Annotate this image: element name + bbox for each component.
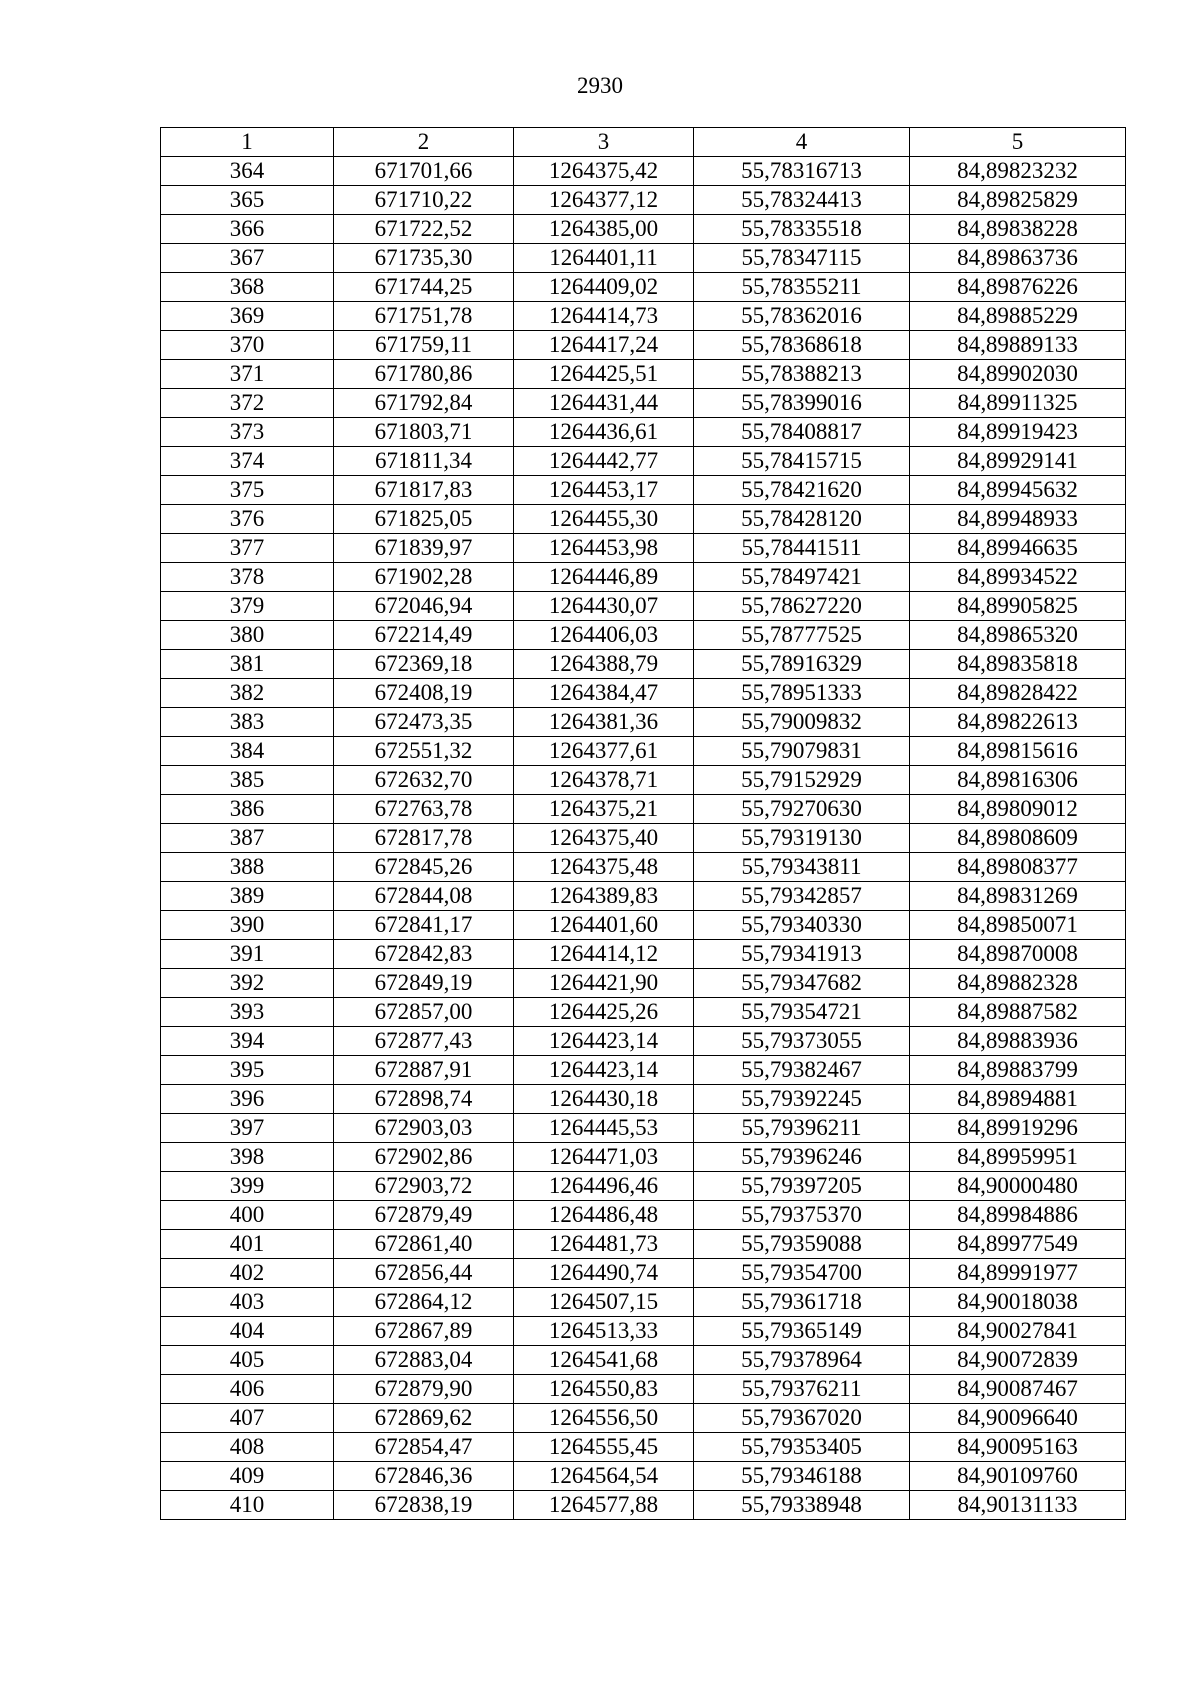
table-cell: 1264401,11 [514, 244, 694, 273]
table-cell: 672763,78 [334, 795, 514, 824]
table-row [161, 1114, 1126, 1143]
header-row [161, 128, 1126, 157]
table-cell: 84,89808609 [910, 824, 1126, 853]
table-cell: 84,89823232 [910, 157, 1126, 186]
table-row [161, 331, 1126, 360]
table-cell: 387 [161, 824, 334, 853]
table-cell: 84,89863736 [910, 244, 1126, 273]
table-cell: 84,89885229 [910, 302, 1126, 331]
table-cell: 392 [161, 969, 334, 998]
table-cell: 671780,86 [334, 360, 514, 389]
table-cell: 1264406,03 [514, 621, 694, 650]
table-cell: 382 [161, 679, 334, 708]
table-cell: 408 [161, 1433, 334, 1462]
table-cell: 390 [161, 911, 334, 940]
table-cell: 398 [161, 1143, 334, 1172]
table-cell: 672877,43 [334, 1027, 514, 1056]
table-cell: 370 [161, 331, 334, 360]
table-cell: 84,89876226 [910, 273, 1126, 302]
table-cell: 366 [161, 215, 334, 244]
table-cell: 55,79396246 [694, 1143, 910, 1172]
table-cell: 369 [161, 302, 334, 331]
table-row [161, 1143, 1126, 1172]
table-cell: 671710,22 [334, 186, 514, 215]
table-cell: 373 [161, 418, 334, 447]
table-cell: 671751,78 [334, 302, 514, 331]
table-cell: 55,79367020 [694, 1404, 910, 1433]
table-row [161, 1201, 1126, 1230]
table-cell: 672903,03 [334, 1114, 514, 1143]
table-cell: 55,78408817 [694, 418, 910, 447]
table-cell: 1264414,73 [514, 302, 694, 331]
table-cell: 55,79342857 [694, 882, 910, 911]
table-row [161, 969, 1126, 998]
table-cell: 672861,40 [334, 1230, 514, 1259]
table-cell: 671759,11 [334, 331, 514, 360]
table-cell: 671744,25 [334, 273, 514, 302]
table-cell: 671722,52 [334, 215, 514, 244]
table-cell: 84,90027841 [910, 1317, 1126, 1346]
table-row [161, 244, 1126, 273]
table-row [161, 505, 1126, 534]
table-cell: 403 [161, 1288, 334, 1317]
table-cell: 55,78951333 [694, 679, 910, 708]
table-row [161, 157, 1126, 186]
table-cell: 383 [161, 708, 334, 737]
column-header: 4 [694, 128, 910, 157]
column-header: 5 [910, 128, 1126, 157]
table-cell: 55,78362016 [694, 302, 910, 331]
table-cell: 55,79270630 [694, 795, 910, 824]
table-cell: 55,78497421 [694, 563, 910, 592]
table-cell: 1264513,33 [514, 1317, 694, 1346]
table-row [161, 1056, 1126, 1085]
table-row [161, 360, 1126, 389]
table-row [161, 447, 1126, 476]
table-cell: 1264378,71 [514, 766, 694, 795]
table-cell: 375 [161, 476, 334, 505]
table-cell: 671811,34 [334, 447, 514, 476]
table-cell: 672864,12 [334, 1288, 514, 1317]
table-cell: 84,89822613 [910, 708, 1126, 737]
table-cell: 84,89948933 [910, 505, 1126, 534]
table-row [161, 795, 1126, 824]
table-cell: 55,79354721 [694, 998, 910, 1027]
table-cell: 84,90096640 [910, 1404, 1126, 1433]
table-cell: 55,79346188 [694, 1462, 910, 1491]
table-cell: 402 [161, 1259, 334, 1288]
table-cell: 385 [161, 766, 334, 795]
table-cell: 84,89831269 [910, 882, 1126, 911]
table-cell: 1264430,07 [514, 592, 694, 621]
table-row [161, 1259, 1126, 1288]
table-cell: 671701,66 [334, 157, 514, 186]
table-cell: 55,78324413 [694, 186, 910, 215]
table-cell: 84,90000480 [910, 1172, 1126, 1201]
table-cell: 671792,84 [334, 389, 514, 418]
table-row [161, 766, 1126, 795]
table-cell: 672902,86 [334, 1143, 514, 1172]
table-cell: 55,78368618 [694, 331, 910, 360]
table-cell: 55,78916329 [694, 650, 910, 679]
table-cell: 1264442,77 [514, 447, 694, 476]
table-cell: 55,79079831 [694, 737, 910, 766]
table-cell: 55,79347682 [694, 969, 910, 998]
table-cell: 55,79341913 [694, 940, 910, 969]
table-row [161, 476, 1126, 505]
table-row [161, 882, 1126, 911]
table-cell: 671803,71 [334, 418, 514, 447]
table-cell: 55,78627220 [694, 592, 910, 621]
table-cell: 84,89902030 [910, 360, 1126, 389]
table-cell: 1264375,40 [514, 824, 694, 853]
table-cell: 1264555,45 [514, 1433, 694, 1462]
column-header: 1 [161, 128, 334, 157]
table-cell: 671839,97 [334, 534, 514, 563]
table-cell: 1264445,53 [514, 1114, 694, 1143]
table-cell: 1264453,98 [514, 534, 694, 563]
table-cell: 84,90095163 [910, 1433, 1126, 1462]
table-cell: 84,89959951 [910, 1143, 1126, 1172]
table-cell: 55,79397205 [694, 1172, 910, 1201]
table-cell: 84,89808377 [910, 853, 1126, 882]
table-cell: 672879,90 [334, 1375, 514, 1404]
table-row [161, 1433, 1126, 1462]
table-cell: 672369,18 [334, 650, 514, 679]
table-cell: 55,78441511 [694, 534, 910, 563]
table-cell: 1264507,15 [514, 1288, 694, 1317]
table-cell: 1264430,18 [514, 1085, 694, 1114]
table-cell: 55,79375370 [694, 1201, 910, 1230]
table-row [161, 1346, 1126, 1375]
table-cell: 672887,91 [334, 1056, 514, 1085]
table-cell: 672473,35 [334, 708, 514, 737]
table-cell: 671902,28 [334, 563, 514, 592]
table-cell: 377 [161, 534, 334, 563]
table-cell: 1264381,36 [514, 708, 694, 737]
table-cell: 372 [161, 389, 334, 418]
table-cell: 672903,72 [334, 1172, 514, 1201]
table-cell: 84,89929141 [910, 447, 1126, 476]
table-cell: 84,90109760 [910, 1462, 1126, 1491]
table-cell: 672842,83 [334, 940, 514, 969]
table-row [161, 302, 1126, 331]
table-cell: 84,89984886 [910, 1201, 1126, 1230]
table-cell: 1264425,26 [514, 998, 694, 1027]
table-cell: 84,89889133 [910, 331, 1126, 360]
table-cell: 1264385,00 [514, 215, 694, 244]
table-cell: 84,89815616 [910, 737, 1126, 766]
table-cell: 374 [161, 447, 334, 476]
table-cell: 84,89911325 [910, 389, 1126, 418]
table-cell: 672856,44 [334, 1259, 514, 1288]
table-row [161, 737, 1126, 766]
table-cell: 55,79354700 [694, 1259, 910, 1288]
table-row [161, 1491, 1126, 1520]
table-cell: 380 [161, 621, 334, 650]
table-cell: 386 [161, 795, 334, 824]
table-cell: 84,90018038 [910, 1288, 1126, 1317]
table-cell: 379 [161, 592, 334, 621]
table-cell: 1264423,14 [514, 1027, 694, 1056]
table-cell: 55,79361718 [694, 1288, 910, 1317]
table-cell: 378 [161, 563, 334, 592]
column-header: 3 [514, 128, 694, 157]
table-row [161, 1230, 1126, 1259]
table-cell: 1264389,83 [514, 882, 694, 911]
table-cell: 84,89838228 [910, 215, 1126, 244]
table-cell: 84,89894881 [910, 1085, 1126, 1114]
table-cell: 55,79373055 [694, 1027, 910, 1056]
table-cell: 1264384,47 [514, 679, 694, 708]
table-cell: 1264417,24 [514, 331, 694, 360]
table-cell: 1264377,61 [514, 737, 694, 766]
table-cell: 1264496,46 [514, 1172, 694, 1201]
table-cell: 55,78388213 [694, 360, 910, 389]
table-row [161, 592, 1126, 621]
column-header: 2 [334, 128, 514, 157]
table-cell: 84,89919296 [910, 1114, 1126, 1143]
table-cell: 84,90087467 [910, 1375, 1126, 1404]
table-cell: 393 [161, 998, 334, 1027]
table-row [161, 1027, 1126, 1056]
table-cell: 394 [161, 1027, 334, 1056]
table-row [161, 418, 1126, 447]
table-row [161, 215, 1126, 244]
table-cell: 367 [161, 244, 334, 273]
table-cell: 672857,00 [334, 998, 514, 1027]
table-cell: 672632,70 [334, 766, 514, 795]
table-row [161, 1288, 1126, 1317]
table-cell: 84,89887582 [910, 998, 1126, 1027]
table-cell: 1264421,90 [514, 969, 694, 998]
table-cell: 672817,78 [334, 824, 514, 853]
table-cell: 672845,26 [334, 853, 514, 882]
table-cell: 84,89870008 [910, 940, 1126, 969]
table-cell: 389 [161, 882, 334, 911]
table-cell: 55,79152929 [694, 766, 910, 795]
table-cell: 1264541,68 [514, 1346, 694, 1375]
table-cell: 55,79340330 [694, 911, 910, 940]
table-row [161, 650, 1126, 679]
table-cell: 84,89816306 [910, 766, 1126, 795]
table-cell: 672846,36 [334, 1462, 514, 1491]
table-cell: 1264564,54 [514, 1462, 694, 1491]
table-row [161, 998, 1126, 1027]
table-cell: 55,79338948 [694, 1491, 910, 1520]
table-cell: 1264377,12 [514, 186, 694, 215]
table-row [161, 940, 1126, 969]
table-cell: 376 [161, 505, 334, 534]
table-cell: 84,89934522 [910, 563, 1126, 592]
table-cell: 672838,19 [334, 1491, 514, 1520]
table-cell: 55,78415715 [694, 447, 910, 476]
table-cell: 1264401,60 [514, 911, 694, 940]
table-cell: 55,79365149 [694, 1317, 910, 1346]
table-cell: 364 [161, 157, 334, 186]
coordinates-table [160, 127, 1126, 1520]
table-cell: 1264453,17 [514, 476, 694, 505]
table-row [161, 679, 1126, 708]
table-row [161, 621, 1126, 650]
table-cell: 1264556,50 [514, 1404, 694, 1433]
table-cell: 365 [161, 186, 334, 215]
table-cell: 1264414,12 [514, 940, 694, 969]
table-cell: 55,78316713 [694, 157, 910, 186]
table-cell: 672869,62 [334, 1404, 514, 1433]
table-cell: 381 [161, 650, 334, 679]
table-cell: 672046,94 [334, 592, 514, 621]
table-cell: 400 [161, 1201, 334, 1230]
table-row [161, 824, 1126, 853]
table-cell: 84,89850071 [910, 911, 1126, 940]
table-cell: 1264486,48 [514, 1201, 694, 1230]
table-cell: 55,78335518 [694, 215, 910, 244]
table-cell: 84,89809012 [910, 795, 1126, 824]
table-cell: 672214,49 [334, 621, 514, 650]
table-row [161, 1172, 1126, 1201]
table-cell: 84,89946635 [910, 534, 1126, 563]
table-cell: 407 [161, 1404, 334, 1433]
table-cell: 1264550,83 [514, 1375, 694, 1404]
table-cell: 84,89882328 [910, 969, 1126, 998]
table-cell: 55,79359088 [694, 1230, 910, 1259]
table-cell: 1264490,74 [514, 1259, 694, 1288]
table-cell: 84,89883799 [910, 1056, 1126, 1085]
table-cell: 84,89835818 [910, 650, 1126, 679]
table-cell: 384 [161, 737, 334, 766]
table-cell: 55,79378964 [694, 1346, 910, 1375]
table-cell: 84,90131133 [910, 1491, 1126, 1520]
table-cell: 671735,30 [334, 244, 514, 273]
table-cell: 671825,05 [334, 505, 514, 534]
table-cell: 672883,04 [334, 1346, 514, 1375]
table-row [161, 1404, 1126, 1433]
table-cell: 55,79353405 [694, 1433, 910, 1462]
table-cell: 1264423,14 [514, 1056, 694, 1085]
table-cell: 55,79396211 [694, 1114, 910, 1143]
table-cell: 1264436,61 [514, 418, 694, 447]
page-number: 2930 [577, 73, 623, 98]
table-cell: 55,79376211 [694, 1375, 910, 1404]
table-cell: 55,78421620 [694, 476, 910, 505]
table-cell: 391 [161, 940, 334, 969]
table-cell: 672844,08 [334, 882, 514, 911]
table-cell: 84,89991977 [910, 1259, 1126, 1288]
table-cell: 55,79319130 [694, 824, 910, 853]
table-cell: 1264446,89 [514, 563, 694, 592]
table-cell: 84,89905825 [910, 592, 1126, 621]
table-cell: 388 [161, 853, 334, 882]
table-cell: 396 [161, 1085, 334, 1114]
table-cell: 84,89865320 [910, 621, 1126, 650]
table-cell: 55,78777525 [694, 621, 910, 650]
table-cell: 672849,19 [334, 969, 514, 998]
table-cell: 409 [161, 1462, 334, 1491]
table-row [161, 1317, 1126, 1346]
table-cell: 1264431,44 [514, 389, 694, 418]
table-cell: 55,78355211 [694, 273, 910, 302]
table-cell: 399 [161, 1172, 334, 1201]
table-cell: 410 [161, 1491, 334, 1520]
table-cell: 368 [161, 273, 334, 302]
table-cell: 55,78399016 [694, 389, 910, 418]
table-cell: 405 [161, 1346, 334, 1375]
table-cell: 55,79392245 [694, 1085, 910, 1114]
table-cell: 1264455,30 [514, 505, 694, 534]
table-header [161, 128, 1126, 157]
table-cell: 672408,19 [334, 679, 514, 708]
table-cell: 1264375,21 [514, 795, 694, 824]
table-cell: 1264471,03 [514, 1143, 694, 1172]
table-row [161, 1085, 1126, 1114]
table-cell: 672867,89 [334, 1317, 514, 1346]
table-cell: 55,78347115 [694, 244, 910, 273]
table-cell: 1264375,48 [514, 853, 694, 882]
table-cell: 55,79009832 [694, 708, 910, 737]
table-body [161, 157, 1126, 1520]
table-row [161, 186, 1126, 215]
table-cell: 395 [161, 1056, 334, 1085]
table-row [161, 389, 1126, 418]
table-cell: 672854,47 [334, 1433, 514, 1462]
table-row [161, 563, 1126, 592]
table-cell: 672879,49 [334, 1201, 514, 1230]
table-cell: 404 [161, 1317, 334, 1346]
table-cell: 84,89825829 [910, 186, 1126, 215]
table-cell: 55,79343811 [694, 853, 910, 882]
table-cell: 1264425,51 [514, 360, 694, 389]
table-cell: 397 [161, 1114, 334, 1143]
table-cell: 672551,32 [334, 737, 514, 766]
table-row [161, 911, 1126, 940]
table-cell: 1264388,79 [514, 650, 694, 679]
table-cell: 84,89883936 [910, 1027, 1126, 1056]
table-cell: 84,90072839 [910, 1346, 1126, 1375]
table-cell: 401 [161, 1230, 334, 1259]
table-row [161, 708, 1126, 737]
table-cell: 55,78428120 [694, 505, 910, 534]
table-row [161, 1375, 1126, 1404]
table-cell: 672898,74 [334, 1085, 514, 1114]
table-cell: 84,89828422 [910, 679, 1126, 708]
table-cell: 84,89919423 [910, 418, 1126, 447]
table-row [161, 853, 1126, 882]
table-cell: 1264481,73 [514, 1230, 694, 1259]
table-cell: 1264409,02 [514, 273, 694, 302]
table-cell: 1264577,88 [514, 1491, 694, 1520]
table-row [161, 1462, 1126, 1491]
table-row [161, 534, 1126, 563]
table-cell: 406 [161, 1375, 334, 1404]
table-cell: 672841,17 [334, 911, 514, 940]
table-cell: 1264375,42 [514, 157, 694, 186]
table-cell: 84,89977549 [910, 1230, 1126, 1259]
table-cell: 671817,83 [334, 476, 514, 505]
table-cell: 55,79382467 [694, 1056, 910, 1085]
table-cell: 84,89945632 [910, 476, 1126, 505]
table-cell: 371 [161, 360, 334, 389]
table-row [161, 273, 1126, 302]
